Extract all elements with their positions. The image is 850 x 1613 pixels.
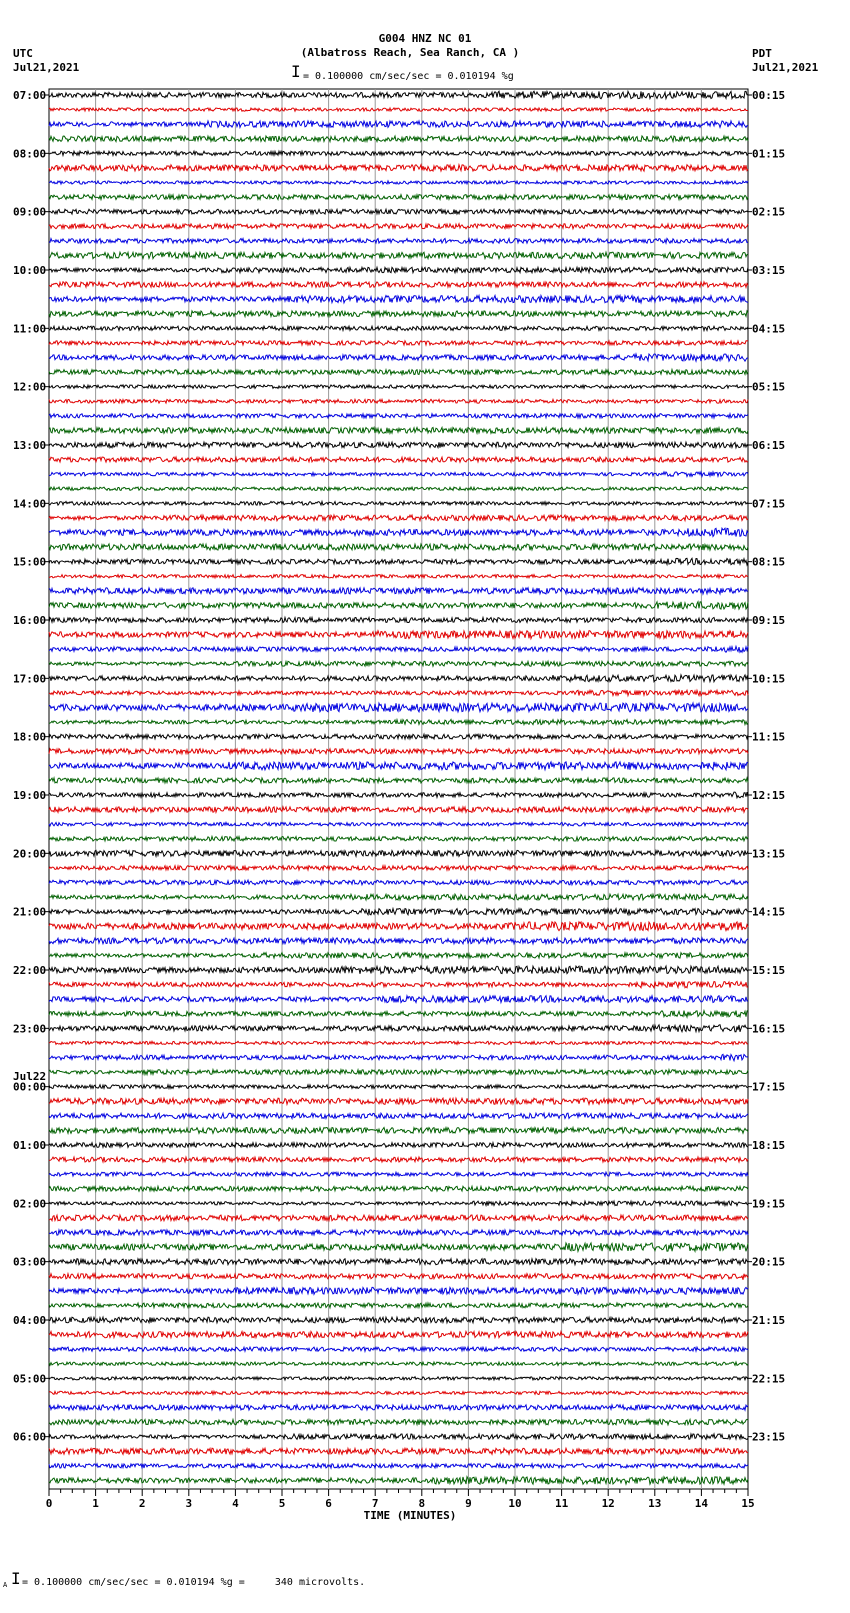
left-hour-label: 03:00 [13,1255,47,1269]
seismic-trace [49,121,748,127]
x-tick-label: 2 [138,1497,146,1510]
right-hour-label: 05:15 [752,380,786,394]
seismic-trace [49,837,748,842]
seismic-trace [49,1377,748,1380]
seismic-trace [49,762,748,770]
left-hour-label: 16:00 [13,614,47,627]
seismic-trace [49,807,748,813]
right-hour-label: 18:15 [752,1139,786,1152]
seismic-trace [49,1070,748,1075]
left-date: Jul21,2021 [13,61,80,74]
seismic-trace [49,1362,748,1365]
seismic-trace [49,1011,748,1018]
right-hour-label: 21:15 [752,1314,786,1327]
seismic-trace [49,996,748,1003]
seismic-trace [49,1054,748,1060]
seismic-trace [49,1143,748,1148]
left-hour-label: 20:00 [13,847,47,861]
seismic-trace [49,1186,748,1191]
left-hour-label: 02:00 [13,1197,47,1211]
seismic-trace [49,749,748,754]
seismic-trace [49,661,748,666]
seismic-trace [49,282,748,288]
left-hour-label: 12:00 [13,380,47,394]
scale-text: = 0.100000 cm/sec/sec = 0.010194 %g [303,71,514,82]
seismic-trace [49,544,748,550]
right-hour-label: 11:15 [752,730,786,744]
left-hour-label: 09:00 [13,205,47,219]
seismic-trace [49,720,748,725]
right-hour-label: 23:15 [752,1430,786,1444]
seismic-trace [49,703,748,712]
seismic-trace [49,618,748,623]
left-hour-label: 10:00 [13,264,47,277]
seismic-trace [49,428,748,434]
left-hour-label: 11:00 [13,322,47,336]
seismic-trace [49,1419,748,1424]
station-location: (Albatross Reach, Sea Ranch, CA ) [300,46,520,59]
seismic-trace [49,588,748,594]
seismic-trace [49,1332,748,1338]
left-hour-label: 08:00 [13,147,47,161]
x-tick-label: 15 [741,1497,755,1510]
seismic-trace [49,734,748,739]
seismic-trace [49,195,748,200]
left-hour-label: 07:00 [13,89,47,102]
right-hour-label: 01:15 [752,147,786,161]
x-tick-label: 10 [508,1497,522,1510]
left-hour-label: 00:00 [13,1080,47,1094]
scale-bar-icon: I [291,62,301,81]
seismic-trace [49,792,748,798]
seismic-trace [49,922,748,931]
seismic-trace [49,1243,748,1251]
seismic-trace [49,909,748,915]
seismic-trace [49,1085,748,1089]
seismic-trace [49,311,748,317]
seismic-trace [49,385,748,389]
left-timezone: UTC [13,47,33,60]
seismic-trace [49,165,748,171]
seismic-trace [49,1464,748,1468]
seismic-trace [49,1098,748,1104]
seismic-trace [49,602,748,609]
seismic-trace [49,239,748,244]
x-tick-label: 3 [185,1497,193,1510]
seismic-trace [49,267,748,272]
seismic-trace [49,1405,748,1410]
seismic-trace [49,1347,748,1351]
x-tick-label: 7 [371,1497,379,1510]
right-hour-label: 00:15 [752,89,786,102]
right-hour-label: 22:15 [752,1372,786,1386]
right-hour-label: 09:15 [752,614,786,627]
date-change-label: Jul22 [13,1070,47,1083]
right-hour-label: 10:15 [752,672,786,686]
seismic-trace [49,224,748,229]
seismic-trace [49,108,748,111]
right-hour-label: 07:15 [752,497,786,511]
seismic-trace [49,1259,748,1265]
seismic-trace [49,502,748,506]
seismic-trace [49,558,748,565]
left-hour-label: 15:00 [13,555,47,569]
left-hour-label: 19:00 [13,789,47,802]
right-hour-label: 14:15 [752,905,786,919]
seismic-trace [49,822,748,826]
seismic-trace [49,1391,748,1394]
left-hour-label: 04:00 [13,1314,47,1327]
left-hour-label: 05:00 [13,1372,47,1386]
x-tick-label: 8 [418,1497,426,1510]
left-hour-label: 01:00 [13,1139,47,1152]
right-hour-label: 13:15 [752,847,786,861]
seismic-trace [49,252,748,258]
seismic-trace [49,866,748,870]
footer-scale-text: = 0.100000 cm/sec/sec = 0.010194 %g = 340 microvolts. [22,1577,366,1588]
seismic-trace [49,938,748,944]
x-tick-label: 13 [648,1497,662,1510]
right-hour-label: 02:15 [752,205,786,219]
x-tick-label: 14 [694,1497,709,1510]
x-tick-label: 5 [278,1497,286,1510]
seismic-trace [49,91,748,98]
footer-marker: A [3,1581,8,1589]
seismic-trace [49,1157,748,1162]
footer-scale-bar-icon: I [11,1569,21,1588]
x-tick-label: 12 [601,1497,615,1510]
x-axis-label: TIME (MINUTES) [363,1509,457,1522]
right-timezone: PDT [752,47,772,60]
left-hour-label: 17:00 [13,672,47,686]
seismic-trace [49,1317,748,1323]
seismic-trace [49,1274,748,1280]
seismic-trace [49,1448,748,1454]
left-hour-label: 18:00 [13,730,47,744]
seismic-trace [49,575,748,578]
left-hour-label: 14:00 [13,497,47,511]
right-hour-label: 12:15 [752,789,786,802]
seismic-trace [49,1041,748,1044]
seismic-trace [49,1303,748,1308]
seismic-trace [49,414,748,418]
seismic-trace [49,209,748,214]
seismic-trace [49,399,748,403]
seismic-trace [49,326,748,330]
seismic-trace [49,1477,748,1485]
left-hour-label: 06:00 [13,1430,47,1444]
seismic-trace [49,181,748,184]
seismic-trace [49,646,748,652]
right-hour-label: 04:15 [752,322,786,336]
station-title: G004 HNZ NC 01 [378,32,472,45]
right-hour-label: 08:15 [752,555,786,569]
seismic-trace [49,528,748,536]
seismic-trace [49,894,748,900]
right-hour-label: 20:15 [752,1255,786,1269]
seismic-trace [49,296,748,303]
seismic-trace [49,1230,748,1235]
x-tick-label: 6 [325,1497,332,1510]
seismic-trace [49,850,748,856]
seismic-trace [49,1025,748,1032]
right-date: Jul21,2021 [752,61,819,74]
seismic-trace [49,151,748,155]
seismic-trace [49,1215,748,1221]
x-tick-label: 4 [232,1497,239,1510]
seismic-trace [49,1172,748,1176]
x-tick-label: 9 [465,1497,472,1510]
seismic-trace [49,675,748,682]
right-hour-label: 16:15 [752,1022,786,1036]
seismic-trace [49,1287,748,1294]
seismic-trace [49,1201,748,1206]
seismic-trace [49,472,748,477]
right-hour-label: 15:15 [752,964,786,977]
x-tick-label: 0 [45,1497,53,1510]
seismic-trace [49,370,748,375]
right-hour-label: 17:15 [752,1080,786,1094]
left-hour-label: 22:00 [13,964,47,977]
left-hour-label: 23:00 [13,1022,47,1036]
seismic-trace [49,457,748,462]
seismic-trace [49,515,748,521]
x-tick-label: 11 [554,1497,569,1510]
seismic-trace [49,354,748,361]
seismic-trace [49,631,748,639]
right-hour-label: 06:15 [752,439,786,452]
seismic-trace [49,966,748,974]
seismic-trace [49,880,748,885]
seismic-trace [49,981,748,987]
seismic-trace [49,1434,748,1439]
seismic-trace [49,953,748,958]
seismic-trace [49,1128,748,1134]
seismic-trace [49,487,748,490]
seismic-trace [49,136,748,142]
x-tick-label: 1 [92,1497,99,1510]
left-hour-label: 13:00 [13,439,47,452]
seismic-trace [49,1113,748,1118]
right-hour-label: 03:15 [752,264,786,277]
seismic-trace [49,778,748,783]
seismic-trace [49,442,748,448]
right-hour-label: 19:15 [752,1197,786,1211]
left-hour-label: 21:00 [13,905,47,919]
seismic-trace [49,341,748,345]
seismic-trace [49,690,748,695]
